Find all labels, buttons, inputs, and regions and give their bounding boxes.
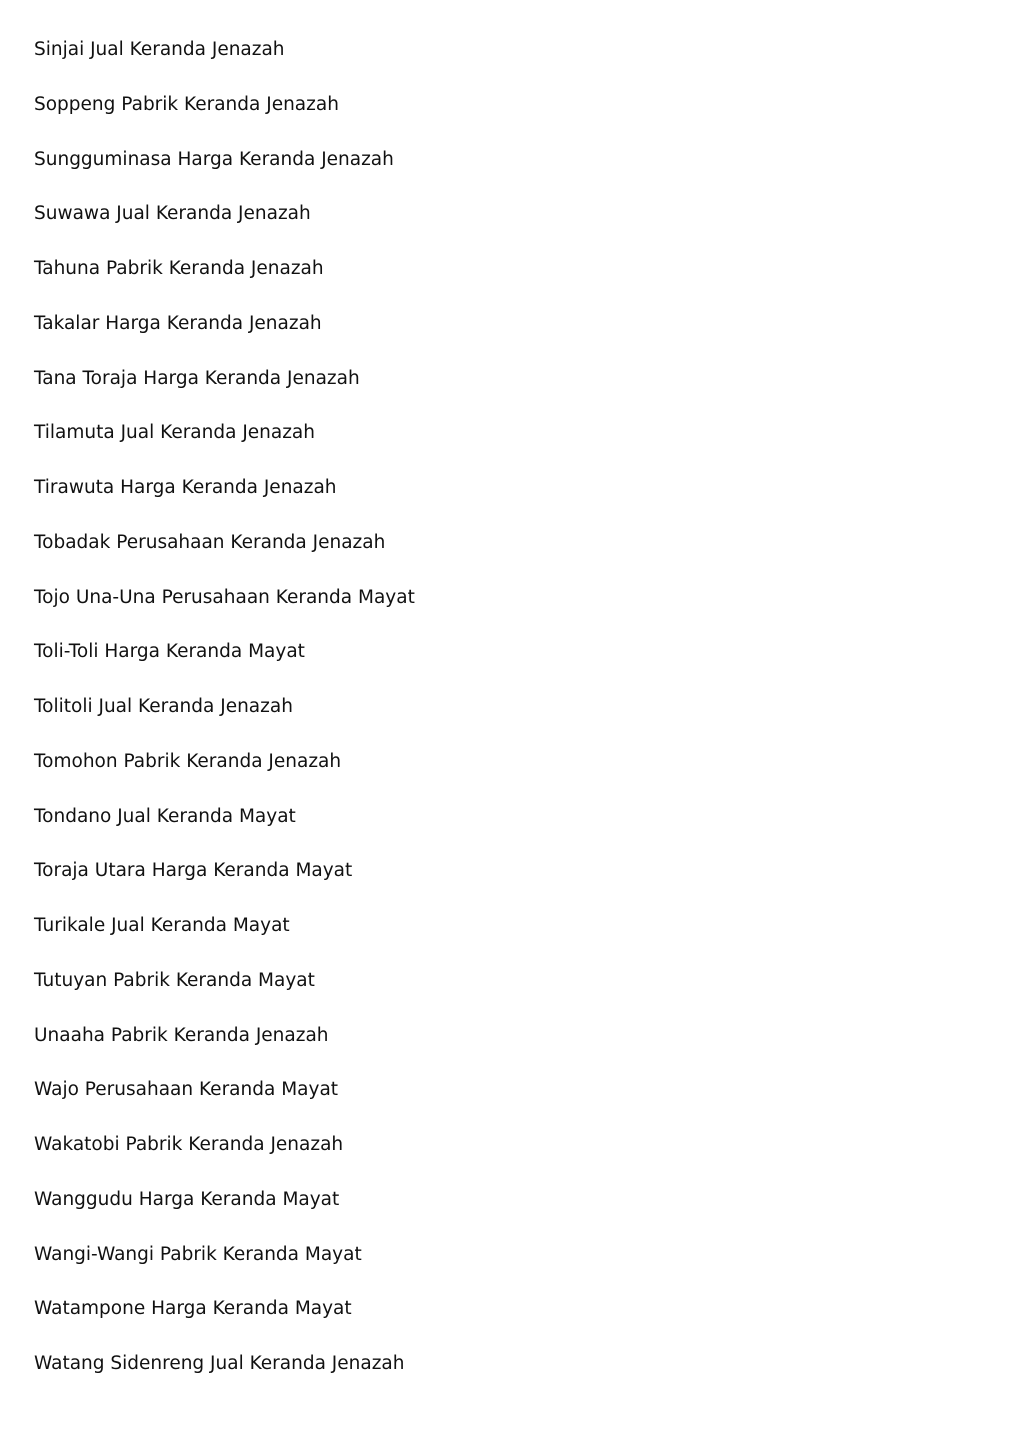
- list-item: Wakatobi Pabrik Keranda Jenazah: [34, 1134, 344, 1155]
- list-item: Tana Toraja Harga Keranda Jenazah: [34, 367, 360, 389]
- list-item: Soppeng Pabrik Keranda Jenazah: [34, 93, 339, 115]
- list-item: Tahuna Pabrik Keranda Jenazah: [34, 258, 324, 279]
- list-item: Wangi-Wangi Pabrik Keranda Mayat: [34, 1243, 362, 1265]
- list-item: Watang Sidenreng Jual Keranda Jenazah: [34, 1353, 405, 1374]
- list-item: Wajo Perusahaan Keranda Mayat: [34, 1079, 339, 1101]
- list-item: Suwawa Jual Keranda Jenazah: [34, 203, 311, 225]
- list-item: Takalar Harga Keranda Jenazah: [34, 312, 322, 334]
- list-item: Tilamuta Jual Keranda Jenazah: [34, 422, 315, 444]
- list-item: Unaaha Pabrik Keranda Jenazah: [34, 1024, 329, 1046]
- list-item: Sinjai Jual Keranda Jenazah: [34, 39, 285, 60]
- list-item: Toli-Toli Harga Keranda Mayat: [34, 641, 305, 663]
- list-item: Tojo Una-Una Perusahaan Keranda Mayat: [34, 586, 415, 608]
- list-item: Wanggudu Harga Keranda Mayat: [34, 1188, 340, 1210]
- list-item: Toraja Utara Harga Keranda Mayat: [34, 860, 353, 882]
- list-item: Tutuyan Pabrik Keranda Mayat: [34, 969, 315, 991]
- list-item: Sungguminasa Harga Keranda Jenazah: [34, 148, 394, 170]
- list-item: Tomohon Pabrik Keranda Jenazah: [34, 750, 342, 772]
- list-item: Tobadak Perusahaan Keranda Jenazah: [34, 531, 386, 553]
- list-item: Tondano Jual Keranda Mayat: [34, 805, 296, 827]
- list-item: Turikale Jual Keranda Mayat: [34, 915, 290, 936]
- list-item: Watampone Harga Keranda Mayat: [34, 1298, 352, 1320]
- list-item: Tirawuta Harga Keranda Jenazah: [34, 477, 337, 498]
- list-item: Tolitoli Jual Keranda Jenazah: [34, 696, 293, 717]
- keyword-list: [34, 36, 415, 1405]
